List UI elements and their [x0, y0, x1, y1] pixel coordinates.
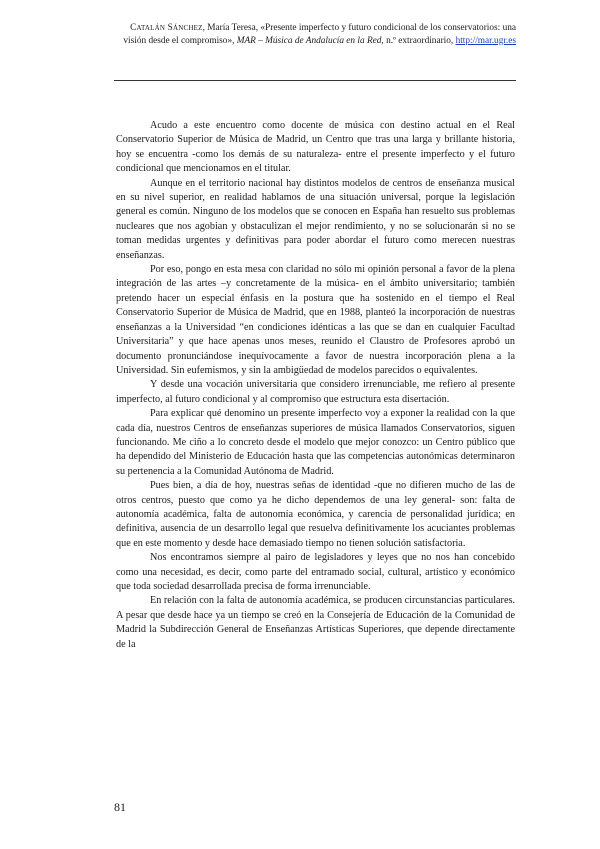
body-text — [116, 119, 515, 652]
header-citation: , María Teresa, «Presente imperfecto y futuro condicional de los conservatorios: una visión desde el compromiso», — [123, 23, 516, 46]
header-url-link[interactable]: http://mar.ugr.es — [455, 35, 516, 46]
paragraph: Y desde una vocación universitaria que considero irrenunciable, me refiero al presente imperfecto, al futuro condicional y al compromiso que estructura esta disertación. — [116, 379, 515, 405]
header-rule — [114, 80, 516, 81]
paragraph: En relación con la falta de autonomía académica, se producen circunstancias particulares. A pesar que desde hace ya un tiempo se creó en la Consejería de Educación de la Comunidad de Madrid la Subdirección General de Enseñanzas Artísticas Superiores, que depende directamente de la — [116, 595, 515, 650]
paragraph: Aunque en el territorio nacional hay distintos modelos de centros de enseñanza musical en su nivel superior, en realidad hablamos de una situación universal, porque la legislación general es común. Ninguno de los modelos que se conocen en España han resuelto sus problemas nucleares que nos agobian y obstaculizan el mejor rendimiento, y no se solucionarán si no se toman medidas urgentes y definitivas para poder abordar el futuro como merecen nuestras enseñanzas. — [116, 177, 515, 261]
paragraph: Pues bien, a día de hoy, nuestras señas de identidad -que no difieren mucho de las de otros centros, puesto que como ya he dicho dependemos de una ley general- son: falta de autonomía académica, falta de autonomía económica, y carencia de personalidad jurídica; en definitiva, ausencia de un desarrollo legal que resuelva definitivamente los acuciantes problemas que en este momento y desde hace demasiado tiempo no tienen solución satisfactoria. — [116, 480, 515, 549]
header-issue: , n.º extraordinario, — [381, 35, 456, 46]
paragraph: Para explicar qué denomino un presente imperfecto voy a exponer la realidad con la que cada día, nuestros Centros de enseñanzas superiores de música llamados Conservatorios, siguen funcionando. Me ciño a lo concreto desde el modelo que mejor conozco: un Centro público que ha dependido del Ministerio de Educación hasta que las competencias autonómicas determinaron su pertenencia a la Comunidad Autónoma de Madrid. — [116, 408, 515, 477]
header-author: Catalán Sánchez — [130, 23, 203, 33]
running-header — [116, 22, 516, 47]
paragraph: Nos encontramos siempre al pairo de legisladores y leyes que no nos han concebido como una necesidad, es decir, como parte del entramado social, cultural, artístico y económico que toda sociedad desarrollada precisa de forma irrenunciable. — [116, 552, 515, 592]
paragraph: Por eso, pongo en esta mesa con claridad no sólo mi opinión personal a favor de la plena integración de las artes –y concretamente de la música- en el ámbito universitario; también pretendo hacer un especial énfasis en la postura que ha sostenido en el tiempo el Real Conservatorio Superior de Música de Madrid, que en 1988, planteó la incorporación de nuestras enseñanzas a la Universidad “en condiciones idénticas a las que se dan en cualquier Facultad Universitaria” y que hace apenas unos meses, reunido el Claustro de Profesores aprobó un documento pronunciándose inequívocamente a favor de nuestra incorporación plena a la Universidad. Sin eufemismos, y sin la ambigüedad de modelos parecidos o equivalentes. — [116, 264, 515, 376]
page-number: 81 — [114, 800, 126, 814]
paragraph: Acudo a este encuentro como docente de música con destino actual en el Real Conservatorio Superior de Música de Madrid, un Centro que tras una larga y brillante historia, hoy se encuentra -como los demás de su naturaleza- entre el presente imperfecto y el futuro condicional que mencionamos en el titular. — [116, 120, 515, 175]
header-journal: MAR – Música de Andalucía en la Red — [236, 35, 382, 46]
